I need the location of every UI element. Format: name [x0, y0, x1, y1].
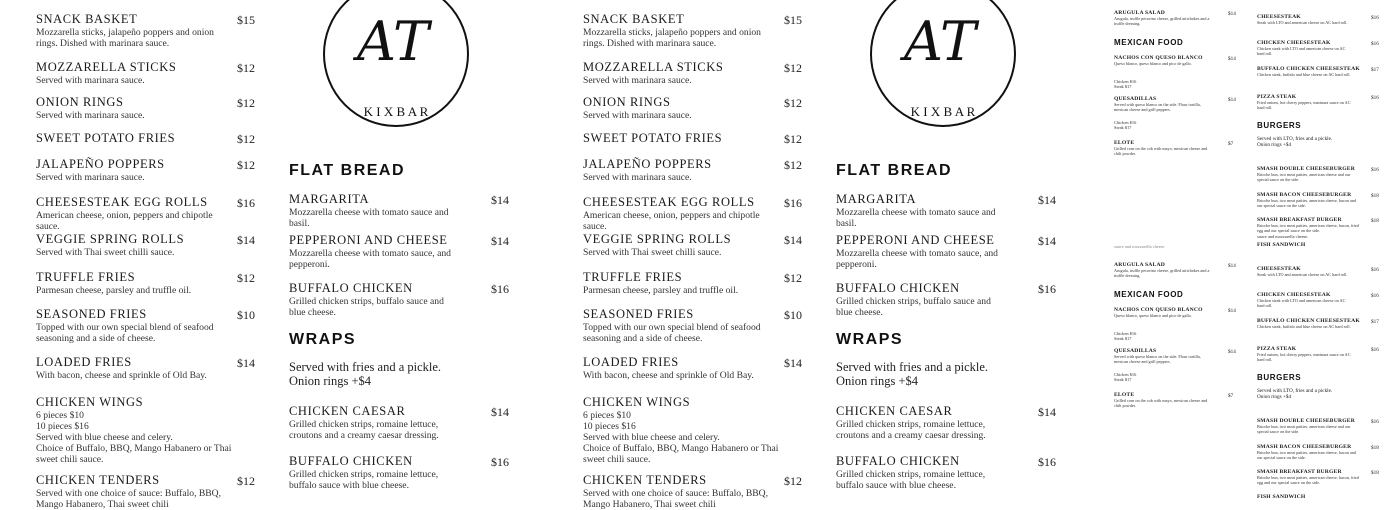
item-price: $16 — [237, 196, 255, 210]
menu-item — [1114, 392, 1224, 408]
menu-item — [1114, 307, 1224, 318]
wraps-subtitle: Served with fries and a pickle. Onion rings +$4 — [289, 360, 442, 388]
menu-item — [836, 192, 1016, 229]
item-name: PIZZA STEAK — [1257, 346, 1297, 352]
menu-item — [1257, 14, 1377, 25]
item-name: CHICKEN TENDERS — [583, 473, 707, 487]
menu-item — [1257, 346, 1377, 362]
item-price: $16 — [1371, 167, 1379, 173]
menu-panel-3-small — [1106, 0, 1400, 500]
burgers-subtitle: Served with LTO, fries and a pickle. Onion rings +$4 — [1257, 136, 1333, 148]
item-name: SNACK BASKET — [36, 12, 138, 26]
item-name: ELOTE — [1114, 392, 1135, 398]
item-name: CHEESESTEAK EGG ROLLS — [583, 195, 755, 209]
item-price: $16 — [1038, 282, 1056, 296]
item-name: CHEESESTEAK EGG ROLLS — [36, 195, 208, 209]
menu-item — [289, 454, 469, 491]
item-name: QUESADILLAS — [1114, 348, 1157, 354]
item-description: Grilled chicken strips, romaine lettuce, buffalo sauce with blue cheese. — [836, 469, 986, 491]
menu-item — [36, 60, 226, 86]
item-price: $14 — [1228, 97, 1236, 103]
item-description: 6 pieces $10 10 pieces $16 Served with blue cheese and celery. Choice of Buffalo, BBQ, Mango Habanero or Thai sweet chili sauce. — [36, 410, 232, 465]
menu-item — [836, 404, 1016, 441]
item-price: $12 — [237, 132, 255, 146]
item-name: CHICKEN CHEESESTEAK — [1257, 292, 1331, 298]
item-description: American cheese, onion, peppers and chipotle sauce. — [583, 210, 760, 232]
menu-item — [583, 95, 773, 121]
item-name: SNACK BASKET — [583, 12, 685, 26]
item-description: Served with queso blanco on the side. Flour tortilla, mexican cheese and grill peppers. — [1114, 102, 1201, 112]
item-description: Arugula, truffle pecorino cheese, grilled artichokes and a truffle dressing. — [1114, 16, 1210, 26]
menu-item — [1114, 348, 1224, 364]
item-price: $15 — [237, 13, 255, 27]
menu-item — [36, 131, 226, 146]
item-name: BUFFALO CHICKEN CHEESESTEAK — [1257, 66, 1360, 72]
item-name: CHICKEN TENDERS — [36, 473, 160, 487]
item-price: $17 — [1371, 319, 1379, 325]
item-description: Queso blanco, queso blanco and pico de gallo. — [1114, 61, 1192, 66]
item-description: American cheese, onion, peppers and chipotle sauce. — [36, 210, 213, 232]
item-description: Mozzarella sticks, jalapeño poppers and onion rings. Dished with marinara sauce. — [36, 27, 214, 49]
logo-initials: AT — [903, 10, 977, 73]
item-price: $12 — [784, 158, 802, 172]
item-name: VEGGIE SPRING ROLLS — [36, 232, 185, 246]
item-name: TRUFFLE FRIES — [36, 270, 136, 284]
item-price: $14 — [237, 356, 255, 370]
menu-item — [1114, 140, 1224, 156]
item-price: $7 — [1228, 393, 1234, 399]
item-description: Chicken steak with LTO and american cheese on AC hard roll. — [1257, 298, 1346, 308]
menu-item — [1114, 262, 1224, 278]
item-price: $12 — [784, 474, 802, 488]
item-description: Grilled corn on the cob with mayo, mexican cheese and chili powder. — [1114, 146, 1208, 156]
item-extra: Chicken $16 Steak $17 — [1114, 372, 1137, 382]
item-extra: Chicken $16 Steak $17 — [1114, 79, 1137, 89]
fish-sandwich-label: FISH SANDWICH — [1257, 494, 1306, 500]
menu-item — [289, 281, 469, 318]
menu-item — [583, 60, 773, 86]
item-name: SEASONED FRIES — [36, 307, 147, 321]
menu-item — [36, 195, 226, 232]
item-name: BUFFALO CHICKEN — [289, 281, 413, 295]
menu-item — [836, 233, 1016, 270]
item-name: MARGARITA — [836, 192, 917, 206]
item-description: Grilled chicken strips, romaine lettuce, croutons and a creamy caesar dressing. — [836, 419, 986, 441]
item-name: PEPPERONI AND CHEESE — [836, 233, 995, 247]
menu-item — [1257, 217, 1377, 233]
item-price: $14 — [1038, 234, 1056, 248]
menu-item — [1114, 96, 1224, 112]
menu-item — [583, 131, 773, 146]
item-name: MOZZARELLA STICKS — [583, 60, 724, 74]
menu-item — [36, 232, 226, 258]
menu-item — [1257, 292, 1377, 308]
flatbread-title: FLAT BREAD — [289, 162, 406, 179]
item-description: Mozzarella cheese with tomato sauce, and pepperoni. — [289, 248, 451, 270]
item-description: Topped with our own special blend of seafood seasoning and a side of cheese. — [36, 322, 214, 344]
item-name: LOADED FRIES — [583, 355, 679, 369]
menu-item — [583, 270, 773, 296]
item-price: $16 — [784, 196, 802, 210]
logo-ring-text: K I X B A R — [910, 104, 976, 119]
item-name: CHEESESTEAK — [1257, 14, 1301, 20]
menu-item — [1257, 40, 1377, 56]
flatbread-title: FLAT BREAD — [836, 162, 953, 179]
item-description: Chicken steak with LTO and american cheese on AC hard roll. — [1257, 46, 1346, 56]
item-name: ARUGULA SALAD — [1114, 262, 1165, 268]
item-name: PIZZA STEAK — [1257, 94, 1297, 100]
item-description: Served with marinara sauce. — [583, 75, 692, 86]
item-price: $16 — [1371, 293, 1379, 299]
menu-item — [583, 473, 773, 510]
item-price: $7 — [1228, 141, 1234, 147]
wraps-title: WRAPS — [289, 331, 357, 348]
item-name: ONION RINGS — [583, 95, 671, 109]
item-description: Served with queso blanco on the side. Flour tortilla, mexican cheese and grill peppers. — [1114, 354, 1201, 364]
item-description: Chicken steak, buffalo and blue cheese on AC hard roll. — [1257, 72, 1351, 77]
item-price: $14 — [1228, 11, 1236, 17]
item-name: CHICKEN CAESAR — [289, 404, 406, 418]
item-description: Brioche bun, two meat patties, american cheese, bacon and our special sauce on the side. — [1257, 198, 1356, 208]
item-price: $16 — [1371, 267, 1379, 273]
menu-item — [1257, 94, 1377, 110]
menu-panel-2 — [547, 0, 1094, 510]
item-price: $18 — [1371, 193, 1379, 199]
item-name: CHEESESTEAK — [1257, 266, 1301, 272]
burgers-subtitle: Served with LTO, fries and a pickle. Onion rings +$4 — [1257, 388, 1333, 400]
item-price: $12 — [784, 132, 802, 146]
item-description: Steak with LTO and american cheese on AC hard roll. — [1257, 272, 1348, 277]
menu-item — [36, 473, 226, 510]
item-price: $18 — [1371, 445, 1379, 451]
item-description: Brioche bun, two meat patties, american cheese and our special sauce on the side. — [1257, 424, 1351, 434]
item-price: $12 — [784, 96, 802, 110]
item-price: $14 — [237, 233, 255, 247]
item-name: MARGARITA — [289, 192, 370, 206]
item-description: Parmesan cheese, parsley and truffle oil. — [36, 285, 192, 296]
item-price: $14 — [1228, 308, 1236, 314]
menu-item — [1114, 55, 1224, 66]
menu-item — [36, 157, 226, 183]
menu-item — [836, 281, 1016, 318]
item-description: With bacon, cheese and sprinkle of Old Bay. — [36, 370, 207, 381]
item-description: Served with marinara sauce. — [36, 172, 145, 183]
item-description: Grilled chicken strips, romaine lettuce, croutons and a creamy caesar dressing. — [289, 419, 439, 441]
item-price: $12 — [237, 474, 255, 488]
menu-item — [1257, 318, 1377, 329]
menu-item — [1257, 418, 1377, 434]
item-description: Steak with LTO and american cheese on AC hard roll. — [1257, 20, 1348, 25]
item-price: $12 — [237, 96, 255, 110]
item-name: SWEET POTATO FRIES — [36, 131, 176, 145]
item-description: Served with one choice of sauce: Buffalo, BBQ, Mango Habanero, Thai sweet chili — [36, 488, 221, 510]
item-description: Queso blanco, queso blanco and pico de gallo. — [1114, 313, 1192, 318]
item-price: $14 — [1228, 349, 1236, 355]
wraps-subtitle: Served with fries and a pickle. Onion rings +$4 — [836, 360, 989, 388]
menu-item — [36, 395, 232, 465]
burgers-title: BURGERS — [1257, 373, 1302, 382]
item-price: $18 — [1371, 218, 1379, 224]
item-description: Brioche bun, two meat patties, american cheese and our special sauce on the side. — [1257, 172, 1351, 182]
menu-item — [1257, 469, 1377, 485]
menu-item — [583, 355, 773, 381]
mexican-food-title: MEXICAN FOOD — [1114, 290, 1184, 299]
menu-item — [36, 95, 226, 121]
item-name: MOZZARELLA STICKS — [36, 60, 177, 74]
item-price: $16 — [1371, 95, 1379, 101]
item-name: SMASH DOUBLE CHEESEBURGER — [1257, 166, 1355, 172]
menu-item — [289, 404, 469, 441]
item-name: SMASH BACON CHEESEBURGER — [1257, 192, 1352, 198]
item-description: Mozzarella cheese with tomato sauce and basil. — [289, 207, 449, 229]
item-description: Mozzarella sticks, jalapeño poppers and onion rings. Dished with marinara sauce. — [583, 27, 761, 49]
item-name: TRUFFLE FRIES — [583, 270, 683, 284]
item-price: $14 — [491, 234, 509, 248]
item-name: CHICKEN CHEESESTEAK — [1257, 40, 1331, 46]
item-price: $14 — [1038, 405, 1056, 419]
menu-item — [583, 307, 773, 344]
item-price: $18 — [1371, 470, 1379, 476]
menu-item — [583, 12, 773, 49]
item-name: SMASH BACON CHEESEBURGER — [1257, 444, 1352, 450]
item-price: $14 — [784, 233, 802, 247]
item-description: Brioche bun, two meat patties, american cheese, bacon and our special sauce on the side. — [1257, 450, 1356, 460]
item-name: ARUGULA SALAD — [1114, 10, 1165, 16]
item-price: $14 — [784, 356, 802, 370]
kix-bar-logo — [838, 0, 1048, 138]
menu-item — [583, 395, 779, 465]
item-name: BUFFALO CHICKEN — [836, 281, 960, 295]
item-price: $14 — [491, 193, 509, 207]
menu-item — [289, 192, 469, 229]
menu-item — [36, 307, 226, 344]
item-description: Served with marinara sauce. — [583, 172, 692, 183]
item-price: $17 — [1371, 67, 1379, 73]
menu-item — [36, 355, 226, 381]
item-description: 6 pieces $10 10 pieces $16 Served with blue cheese and celery. Choice of Buffalo, BBQ, Mango Habanero or Thai sweet chili sauce. — [583, 410, 779, 465]
item-name: QUESADILLAS — [1114, 96, 1157, 102]
item-description: Mozzarella cheese with tomato sauce and basil. — [836, 207, 996, 229]
menu-item — [583, 232, 773, 258]
item-extra: Chicken $16 Steak $17 — [1114, 120, 1137, 130]
item-description: Topped with our own special blend of seafood seasoning and a side of cheese. — [583, 322, 761, 344]
item-name: BUFFALO CHICKEN — [289, 454, 413, 468]
item-description: Served with one choice of sauce: Buffalo, BBQ, Mango Habanero, Thai sweet chili — [583, 488, 768, 510]
item-price: $16 — [491, 282, 509, 296]
item-price: $16 — [1038, 455, 1056, 469]
mexican-food-title: MEXICAN FOOD — [1114, 38, 1184, 47]
menu-item — [36, 12, 226, 49]
item-price: $12 — [237, 271, 255, 285]
item-price: $16 — [491, 455, 509, 469]
item-description: With bacon, cheese and sprinkle of Old Bay. — [583, 370, 754, 381]
item-price: $12 — [237, 61, 255, 75]
cropped-text: sauce and mozzarella cheese. — [1114, 244, 1166, 249]
menu-item — [289, 233, 469, 270]
item-description: Parmesan cheese, parsley and truffle oil. — [583, 285, 739, 296]
logo-ring-text: K I X B A R — [363, 104, 429, 119]
menu-item — [836, 454, 1016, 491]
item-price: $12 — [784, 61, 802, 75]
menu-item — [1257, 166, 1377, 182]
item-description: Served with marinara sauce. — [583, 110, 692, 121]
item-name: CHICKEN CAESAR — [836, 404, 953, 418]
item-description: Grilled chicken strips, romaine lettuce, buffalo sauce with blue cheese. — [289, 469, 439, 491]
item-price: $16 — [1371, 347, 1379, 353]
item-price: $12 — [784, 271, 802, 285]
item-description: Fried onions, hot cherry peppers, marinara sauce on AC hard roll. — [1257, 100, 1351, 110]
item-name: CHICKEN WINGS — [36, 395, 144, 409]
logo-initials: AT — [356, 10, 430, 73]
item-price: $16 — [1371, 419, 1379, 425]
item-price: $16 — [1371, 41, 1379, 47]
item-description: Arugula, truffle pecorino cheese, grilled artichokes and a truffle dressing. — [1114, 268, 1210, 278]
item-name: SMASH DOUBLE CHEESEBURGER — [1257, 418, 1355, 424]
item-price: $12 — [237, 158, 255, 172]
menu-item — [1114, 10, 1224, 26]
item-price: $16 — [1371, 15, 1379, 21]
menu-item — [36, 270, 226, 296]
item-price: $14 — [1038, 193, 1056, 207]
item-description: Mozzarella cheese with tomato sauce, and pepperoni. — [836, 248, 998, 270]
item-name: NACHOS CON QUESO BLANCO — [1114, 307, 1203, 313]
item-name: SMASH BREAKFAST BURGER — [1257, 469, 1342, 475]
item-price: $15 — [784, 13, 802, 27]
item-description: Fried onions, hot cherry peppers, marinara sauce on AC hard roll. — [1257, 352, 1351, 362]
item-description: Served with Thai sweet chilli sauce. — [36, 247, 175, 258]
item-description: Grilled corn on the cob with mayo, mexican cheese and chili powder. — [1114, 398, 1208, 408]
item-description: Served with Thai sweet chilli sauce. — [583, 247, 722, 258]
item-name: BUFFALO CHICKEN CHEESESTEAK — [1257, 318, 1360, 324]
menu-item — [583, 157, 773, 183]
menu-item — [1257, 192, 1377, 208]
menu-item — [1257, 66, 1377, 77]
menu-panel-1 — [0, 0, 547, 510]
item-name: SEASONED FRIES — [583, 307, 694, 321]
item-extra: Chicken $16 Steak $17 — [1114, 331, 1137, 341]
item-description: Served with marinara sauce. — [36, 110, 145, 121]
item-name: BUFFALO CHICKEN — [836, 454, 960, 468]
fish-sandwich-label: FISH SANDWICH — [1257, 242, 1306, 248]
item-name: CHICKEN WINGS — [583, 395, 691, 409]
menu-item — [1257, 444, 1377, 460]
item-price: $10 — [237, 308, 255, 322]
menu-item — [1257, 266, 1377, 277]
item-price: $10 — [784, 308, 802, 322]
item-description: Served with marinara sauce. — [36, 75, 145, 86]
item-description: Grilled chicken strips, buffalo sauce and blue cheese. — [836, 296, 991, 318]
item-name: SMASH BREAKFAST BURGER — [1257, 217, 1342, 223]
kix-bar-logo — [291, 0, 501, 138]
item-name: ELOTE — [1114, 140, 1135, 146]
item-name: VEGGIE SPRING ROLLS — [583, 232, 732, 246]
item-name: ONION RINGS — [36, 95, 124, 109]
cropped-text: sauce and mozzarella cheese. — [1257, 234, 1309, 239]
item-name: JALAPEÑO POPPERS — [583, 157, 712, 171]
item-description: Brioche bun, two meat patties, american cheese, bacon, fried egg and our special sauce on the side. — [1257, 475, 1359, 485]
item-description: Brioche bun, two meat patties, american cheese, bacon, fried egg and our special sauce on the side. — [1257, 223, 1359, 233]
menu-item — [583, 195, 773, 232]
wraps-title: WRAPS — [836, 331, 904, 348]
item-price: $14 — [1228, 56, 1236, 62]
item-description: Chicken steak, buffalo and blue cheese on AC hard roll. — [1257, 324, 1351, 329]
burgers-title: BURGERS — [1257, 121, 1302, 130]
item-name: SWEET POTATO FRIES — [583, 131, 723, 145]
item-price: $14 — [491, 405, 509, 419]
item-name: JALAPEÑO POPPERS — [36, 157, 165, 171]
item-price: $14 — [1228, 263, 1236, 269]
item-description: Grilled chicken strips, buffalo sauce and blue cheese. — [289, 296, 444, 318]
item-name: NACHOS CON QUESO BLANCO — [1114, 55, 1203, 61]
item-name: PEPPERONI AND CHEESE — [289, 233, 448, 247]
item-name: LOADED FRIES — [36, 355, 132, 369]
